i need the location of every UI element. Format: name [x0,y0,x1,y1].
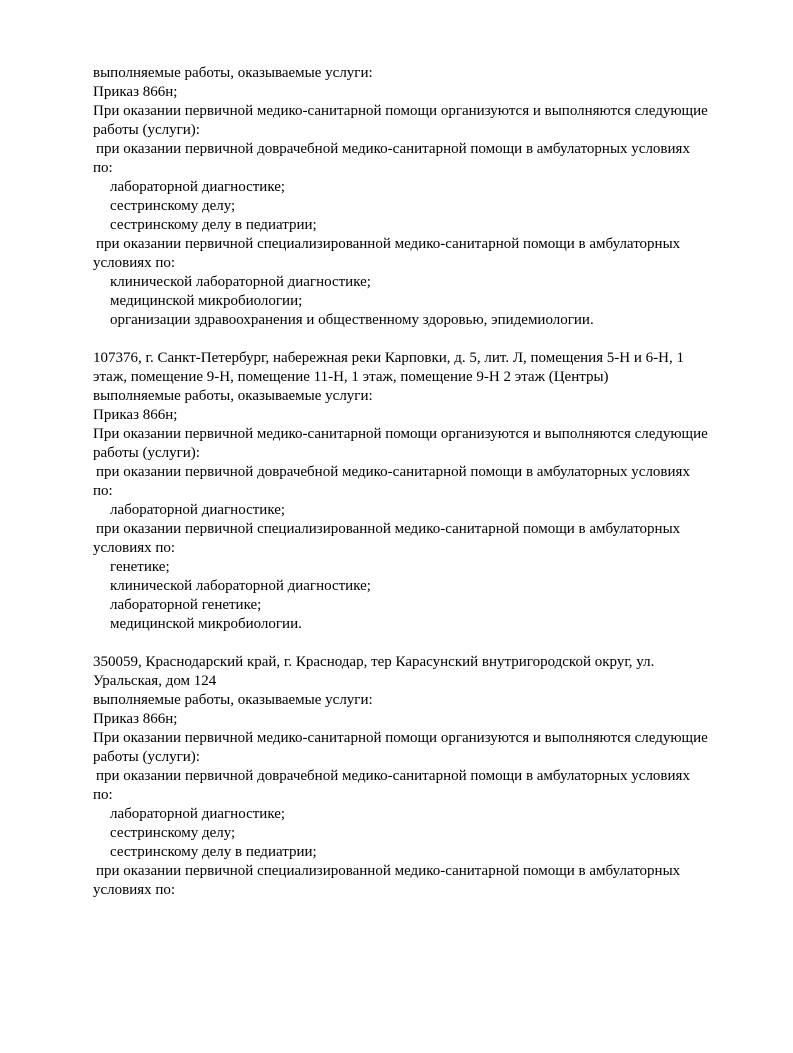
service-item-line: клинической лабораторной диагностике; [110,274,371,290]
address-line: Уральская, дом 124 [93,673,217,689]
services-block-1 [93,64,749,330]
services-block-3 [93,653,749,900]
service-item-line: организации здравоохранения и общественному здоровью, эпидемиологии. [110,312,594,328]
service-item-line: лабораторной диагностике; [110,179,286,195]
order-number-line: Приказ 866н; [93,84,178,100]
text-line: по: [93,483,113,499]
text-line: по: [93,787,113,803]
text-line: при оказании первичной специализированной медико-санитарной помощи в амбулаторных [96,521,681,537]
text-line: при оказании первичной специализированной медико-санитарной помощи в амбулаторных [96,863,681,879]
text-line: при оказании первичной доврачебной медико-санитарной помощи в амбулаторных условиях [96,141,690,157]
text-line: условиях по: [93,255,176,271]
address-line: 107376, г. Санкт-Петербург, набережная реки Карповки, д. 5, лит. Л, помещения 5-Н и 6-Н, 1 [93,350,684,366]
text-line: работы (услуги): [93,749,200,765]
order-number-line: Приказ 866н; [93,407,178,423]
services-header-line: выполняемые работы, оказываемые услуги: [93,388,373,404]
service-item-line: сестринскому делу в педиатрии; [110,844,317,860]
text-line: условиях по: [93,882,176,898]
text-line: работы (услуги): [93,445,200,461]
service-item-line: сестринскому делу; [110,825,236,841]
text-line: При оказании первичной медико-санитарной помощи организуются и выполняются следующие [93,103,708,119]
services-header-line: выполняемые работы, оказываемые услуги: [93,65,373,81]
text-line: при оказании первичной доврачебной медико-санитарной помощи в амбулаторных условиях [96,464,690,480]
text-line: работы (услуги): [93,122,200,138]
service-item-line: клинической лабораторной диагностике; [110,578,371,594]
text-line: При оказании первичной медико-санитарной помощи организуются и выполняются следующие [93,426,708,442]
text-line: условиях по: [93,540,176,556]
document-content [93,64,749,900]
address-line: этаж, помещение 9-Н, помещение 11-Н, 1 этаж, помещение 9-Н 2 этаж (Центры) [93,369,609,385]
order-number-line: Приказ 866н; [93,711,178,727]
text-line: При оказании первичной медико-санитарной помощи организуются и выполняются следующие [93,730,708,746]
service-item-line: сестринскому делу в педиатрии; [110,217,317,233]
text-line: при оказании первичной специализированной медико-санитарной помощи в амбулаторных [96,236,681,252]
service-item-line: медицинской микробиологии; [110,293,303,309]
address-line: 350059, Краснодарский край, г. Краснодар, тер Карасунский внутригородской округ, ул. [93,654,655,670]
service-item-line: сестринскому делу; [110,198,236,214]
text-line: по: [93,160,113,176]
text-line: при оказании первичной доврачебной медико-санитарной помощи в амбулаторных условиях [96,768,690,784]
service-item-line: генетике; [110,559,170,575]
services-header-line: выполняемые работы, оказываемые услуги: [93,692,373,708]
services-block-2 [93,349,749,634]
service-item-line: лабораторной диагностике; [110,502,286,518]
service-item-line: лабораторной диагностике; [110,806,286,822]
service-item-line: лабораторной генетике; [110,597,262,613]
service-item-line: медицинской микробиологии. [110,616,302,632]
